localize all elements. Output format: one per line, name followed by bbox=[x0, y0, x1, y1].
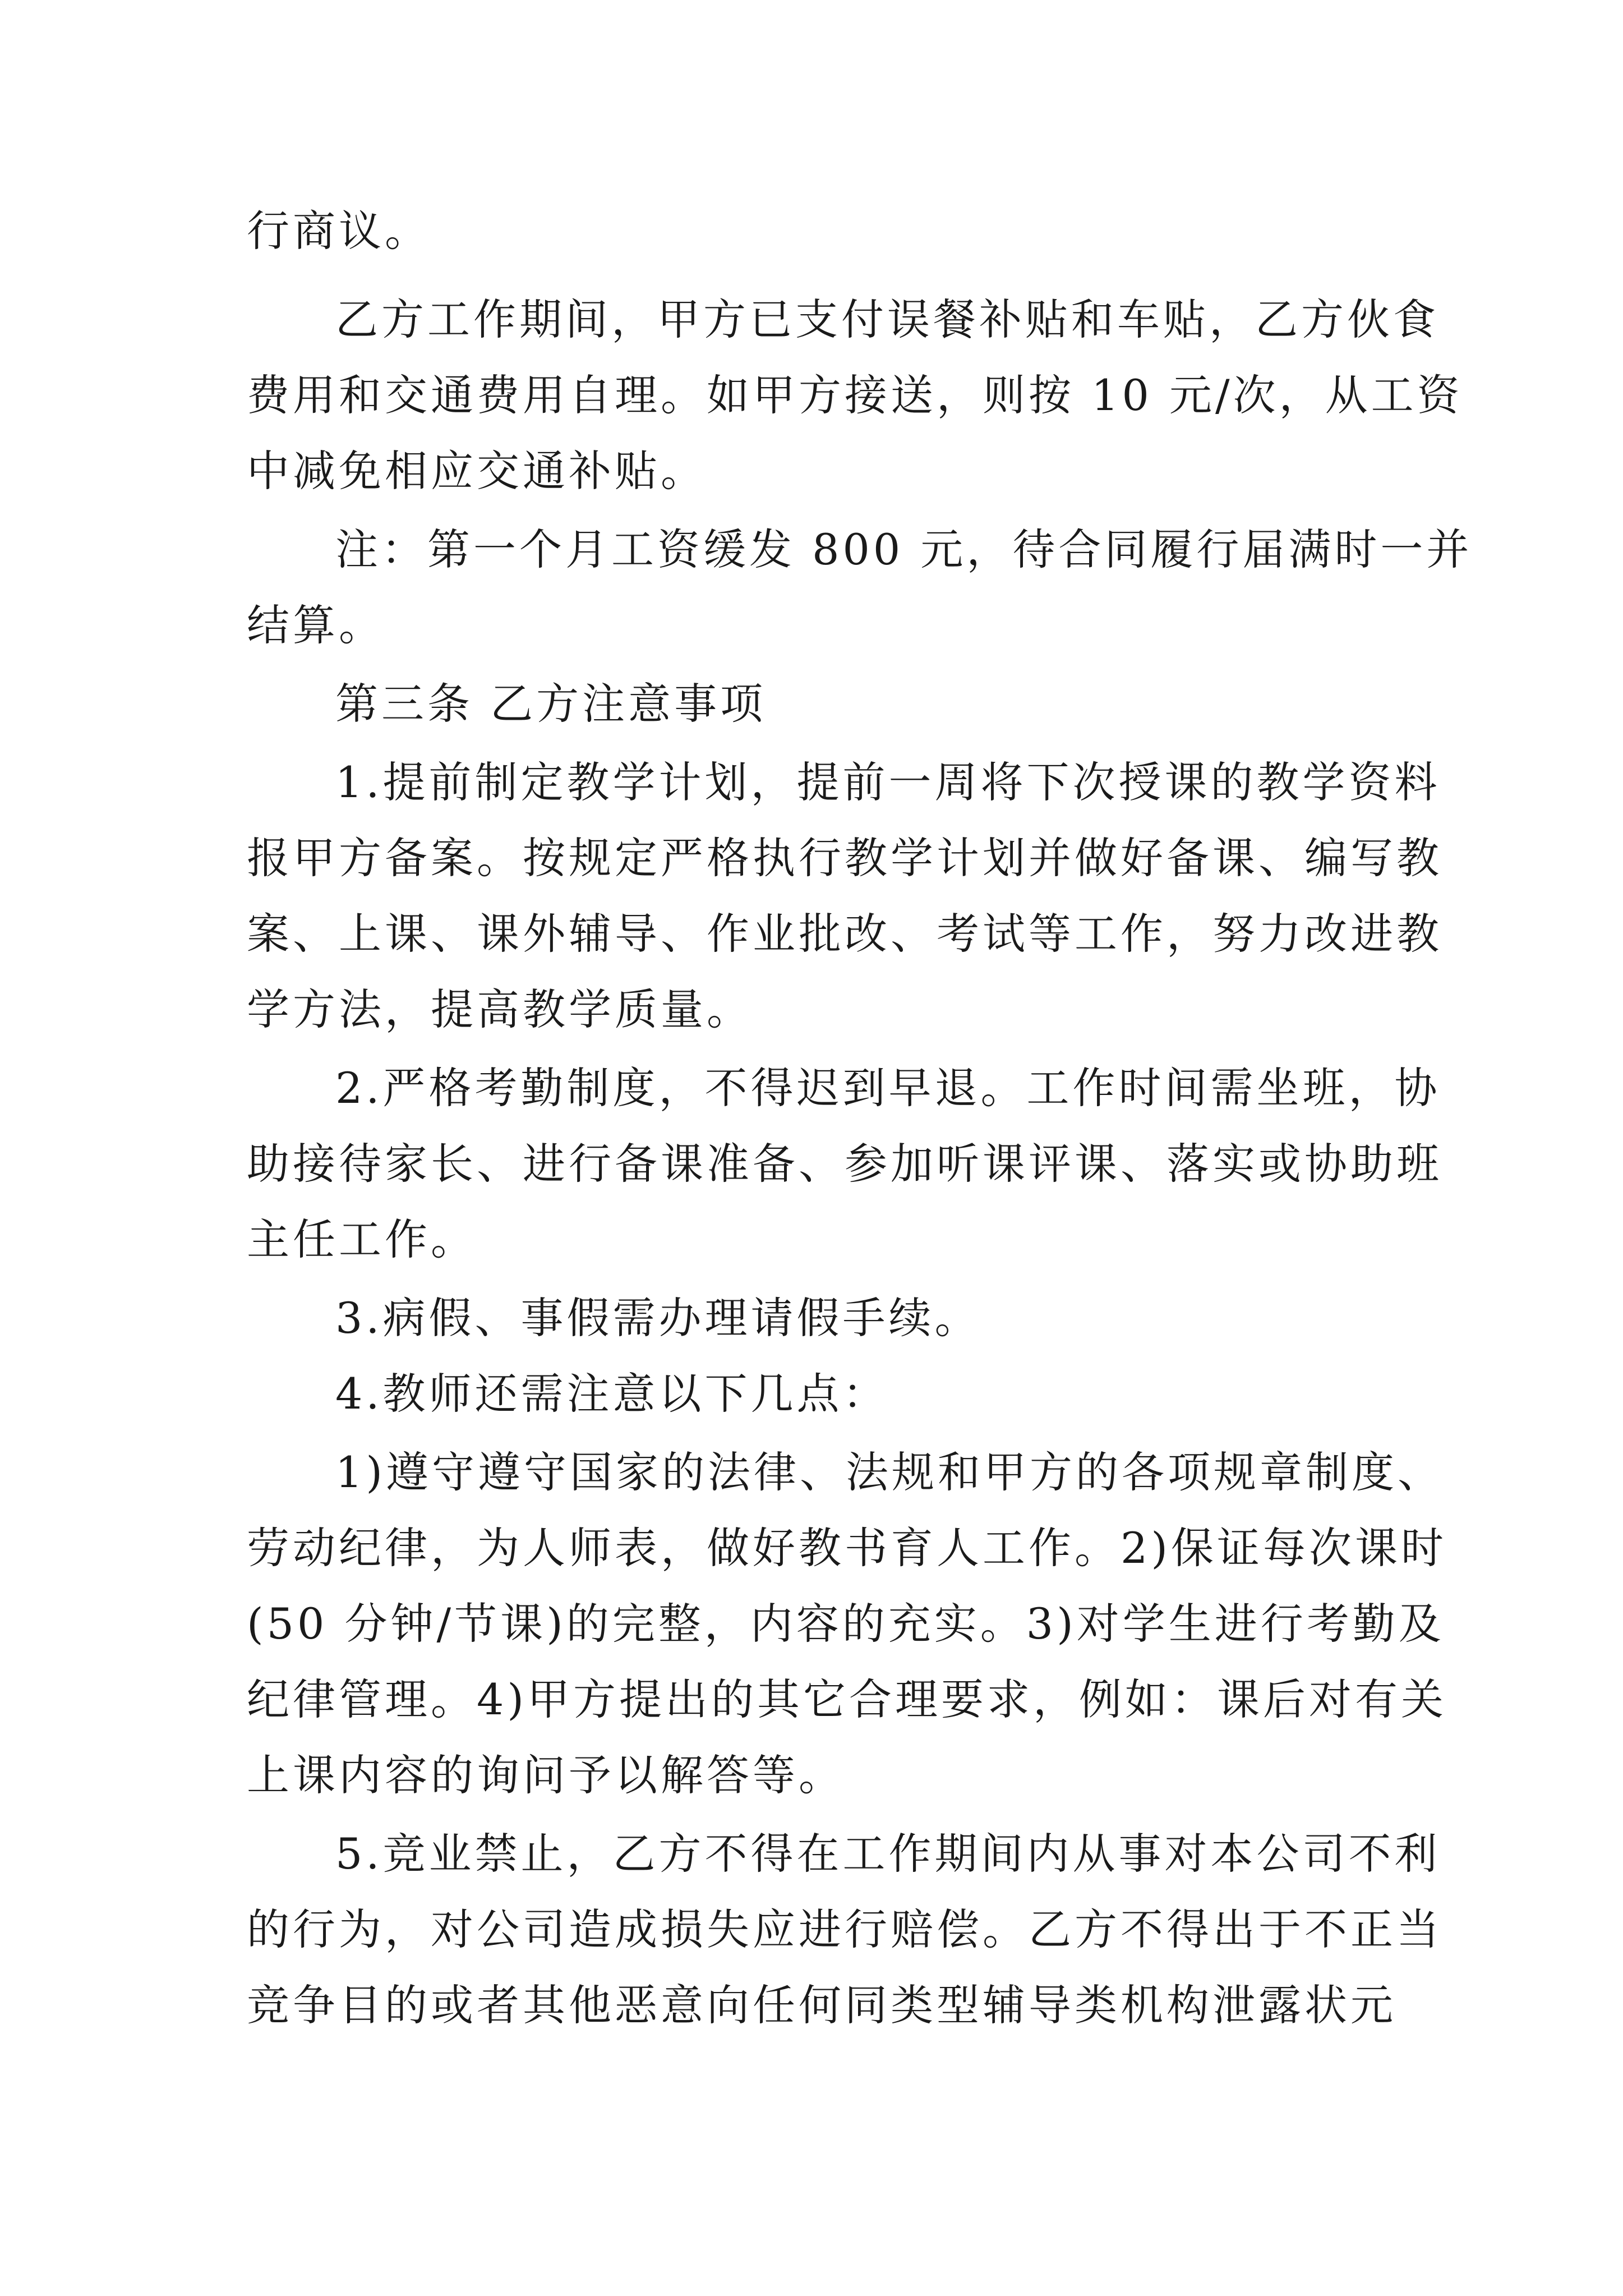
text-line: 学方法，提高教学质量。 bbox=[247, 984, 753, 1034]
text-line: 上课内容的询问予以解答等。 bbox=[247, 1750, 845, 1800]
text-line: 4.教师还需注意以下几点： bbox=[335, 1369, 889, 1419]
text-line: 1)遵守遵守国家的法律、法规和甲方的各项规章制度、 bbox=[335, 1447, 1444, 1497]
text-line: 费用和交通费用自理。如甲方接送，则按 10 元/次，从工资 bbox=[247, 370, 1463, 420]
text-line: 行商议。 bbox=[247, 206, 431, 256]
text-line: 乙方工作期间，甲方已支付误餐补贴和车贴，乙方伙食 bbox=[335, 295, 1439, 344]
text-line: 注：第一个月工资缓发 800 元，待合同履行届满时一并 bbox=[335, 524, 1473, 574]
text-line: 的行为，对公司造成损失应进行赔偿。乙方不得出于不正当 bbox=[247, 1904, 1442, 1954]
text-line: 主任工作。 bbox=[247, 1214, 477, 1264]
text-line: 5.竞业禁止，乙方不得在工作期间内从事对本公司不利 bbox=[335, 1829, 1441, 1879]
text-line: 助接待家长、进行备课准备、参加听课评课、落实或协助班 bbox=[247, 1139, 1442, 1189]
text-line: 案、上课、课外辅导、作业批改、考试等工作，努力改进教 bbox=[247, 909, 1442, 959]
section-heading: 第三条 乙方注意事项 bbox=[335, 679, 767, 729]
text-line: 2.严格考勤制度，不得迟到早退。工作时间需坐班，协 bbox=[335, 1063, 1441, 1113]
text-line: 报甲方备案。按规定严格执行教学计划并做好备课、编写教 bbox=[247, 833, 1442, 883]
text-line: 纪律管理。4)甲方提出的其它合理要求，例如：课后对有关 bbox=[247, 1674, 1447, 1724]
text-line: 劳动纪律，为人师表，做好教书育人工作。2)保证每次课时 bbox=[247, 1523, 1447, 1573]
text-line: (50 分钟/节课)的完整，内容的充实。3)对学生进行考勤及 bbox=[247, 1599, 1445, 1649]
text-line: 3.病假、事假需办理请假手续。 bbox=[335, 1293, 981, 1343]
text-line: 结算。 bbox=[247, 600, 385, 650]
text-line: 中减免相应交通补贴。 bbox=[247, 446, 707, 496]
text-line: 竞争目的或者其他恶意向任何同类型辅导类机构泄露状元 bbox=[247, 1980, 1396, 2030]
text-line: 1.提前制定教学计划，提前一周将下次授课的教学资料 bbox=[335, 757, 1441, 807]
